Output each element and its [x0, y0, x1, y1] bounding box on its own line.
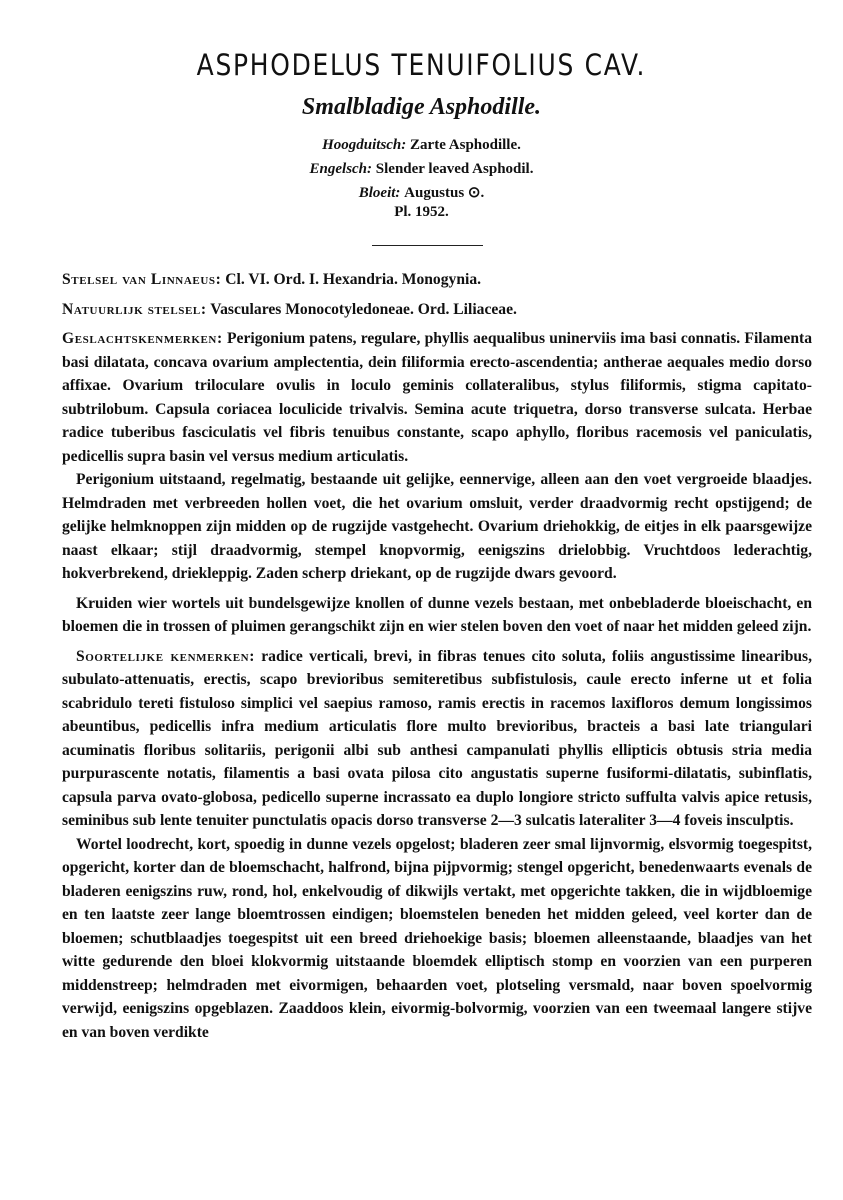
genus-characters-dutch: Perigonium uitstaand, regelmatig, bestaande uit gelijke, eennervige, alleen aan den voet vergroeide blaadjes. Helmdraden met verbreeden hollen voet, die het ovarium omsluit, verder draadvormig recht opstijgend; de gelijke helmknoppen zijn midden op de rugzijde vastgehecht. Ovarium driehokkig, de eitjes in elk paarsgewijze naast elkaar; stijl draadvormig, stempel knopvormig, eenigszins drielobbig. Vruchtdoos lederachtig, hokverbrekend, driekleppig. Zaden scherp driekant, op de rugzijde dwars gevoord.: [62, 471, 812, 582]
section-text: Perigonium patens, regulare, phyllis aequalibus uninerviis ima basi connatis. Filamenta basi dilatata, concava ovarium amplectentia, dein filiformia erecto-ascendentia; antherae aequales medio dorso affixae. Ovarium triloculare ovulis in loculo geminis collateralibus, stylus filiformis, stigma capitato-subtrilobum. Capsula coriacea loculicide trivalvis. Semina acute triquetra, dorso transverse sulcata. Herbae radice tuberibus fasciculatis vel fibris tenuibus constante, scapo aphyllo, floribus racemosis vel paniculatis, pedicellis supra basin vel versus medium articulatis.: [62, 330, 812, 465]
plate-number: Pl. 1952.: [394, 204, 449, 220]
section-label: Geslachtskenmerken:: [62, 330, 223, 347]
english-label: Engelsch:: [309, 161, 373, 177]
section-text: Cl. VI. Ord. I. Hexandria. Monogynia.: [221, 271, 482, 288]
genus-habit-dutch: Kruiden wier wortels uit bundelsgewijze knollen of dunne vezels bestaan, met onbebladerde bloeischacht, en bloemen die in trossen of pluimen gerangschikt zijn en wier stelen boven den voet of naar het midden geleed zijn.: [62, 594, 812, 635]
species-characters: [62, 645, 812, 833]
page-title: ASPHODELUS TENUIFOLIUS CAV.: [196, 48, 647, 82]
german-label: Hoogduitsch:: [322, 137, 407, 153]
german-name-line: [0, 133, 843, 157]
dutch-name: Smalbladige Asphodille.: [301, 94, 542, 120]
section-label: Soortelijke kenmerken:: [76, 647, 256, 665]
section-label: Natuurlijk stelsel:: [62, 300, 207, 318]
section-text: Vasculares Monocotyledoneae. Ord. Liliaceae.: [206, 300, 517, 318]
natural-system: [62, 298, 812, 322]
common-names: [0, 133, 843, 205]
genus-characters: [62, 327, 812, 468]
flowering-line: [0, 181, 843, 205]
linnaeus-system: [62, 268, 812, 292]
section-text: radice verticali, brevi, in fibras tenues cito soluta, foliis angustissime linearibus, subulato-attenuatis, erectis, scapo brevioribus semiteretibus subfistulosis, caule erecto inferne ut et folia scabridulo tereti fistuloso simplici vel saepius ramoso, ramis erectis in racemos laxifloros demum longissimos abeuntibus, pedicellis infra medium articulatis flore multo brevioribus, bracteis a basi late triangulari acuminatis floribus solitariis, perigonii albi sub anthesi campanulati phyllis ellipticis obtusis stria media purpurascente notatis, filamentis a basi ovata pilosa cito angustatis superne fusiformi-dilatatis, subinflatis, capsula parva ovato-globosa, pedicello superne incrassato ea duplo longiore stricto suffulta valvis apice retusis, seminibus sub lente tenuiter punctulatis opacis dorso transverse 2—3 sulcatis lateraliter 3—4 foveis insculptis.: [62, 647, 813, 829]
section-label: Stelsel van Linnaeus:: [62, 271, 222, 288]
english-name-line: [0, 157, 843, 181]
german-value: Zarte Asphodille.: [410, 137, 521, 153]
english-value: Slender leaved Asphodil.: [375, 161, 534, 177]
flowering-value: Augustus ⊙.: [404, 185, 485, 201]
body-text: [62, 268, 812, 1044]
species-characters-dutch: Wortel loodrecht, kort, spoedig in dunne vezels opgelost; bladeren zeer smal lijnvormig, elsvormig toegespitst, opgericht, korter dan de bloemschacht, halfrond, bijna pijpvormig; stengel opgericht, benedenwaarts evenals de bladeren eenigszins ruw, rond, hol, enkelvoudig of dikwijls vertakt, met opgerichte takken, die in wijdbloemige en ten laatste zeer lange bloemtrossen eindigen; bloemstelen beneden het midden geleed, veel korter dan de bloemen; schutblaadjes toegespitst uit een breed driehoekige basis; bloemen alleenstaande, blaadjes van het witte gedurende den bloei klokvormig uitstaande bloemdek elliptisch stomp en voorzien van een purperen middenstreep; helmdraden met eivormigen, behaarden voet, plotseling versmald, naar boven spoelvormig verwijd, eenigszins opgeblazen. Zaaddoos klein, eivormig-bolvormig, voorzien van een tweemaal langere stijve en van boven verdikte: [62, 835, 812, 1041]
flowering-label: Bloeit:: [358, 185, 401, 201]
divider: [372, 245, 483, 246]
